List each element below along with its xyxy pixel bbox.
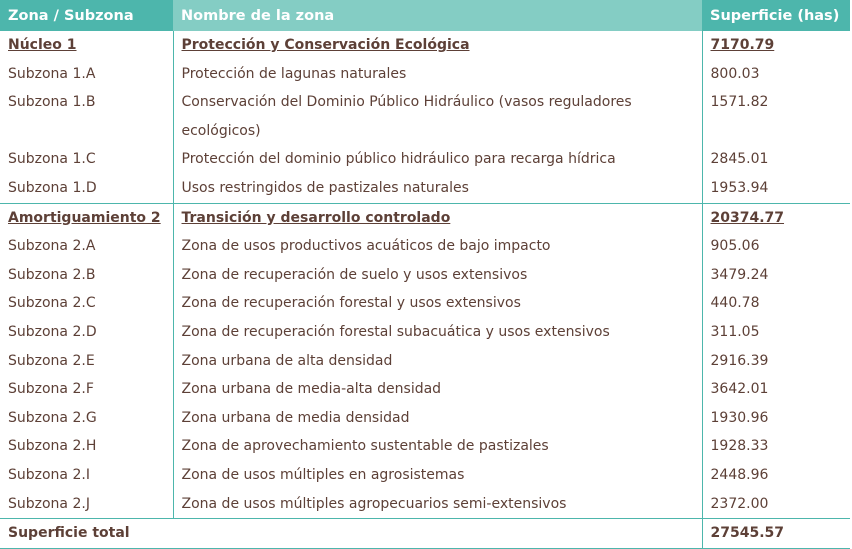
zone-cell: Amortiguamiento 2 [0, 203, 173, 232]
name-cell: Protección y Conservación Ecológica [173, 31, 702, 60]
header-area: Superficie (has) [702, 0, 850, 31]
zone-cell: Subzona 2.G [0, 404, 173, 433]
table-row [0, 432, 850, 461]
name-cell: Zona de usos productivos acuáticos de bajo impacto [173, 232, 702, 261]
name-cell: Zona de usos múltiples agropecuarios semi-extensivos [173, 490, 702, 519]
name-cell: Usos restringidos de pastizales naturales [173, 174, 702, 203]
area-cell: 2916.39 [710, 352, 769, 369]
area-cell: 1953.94 [710, 179, 769, 196]
total-row [0, 519, 850, 549]
table-row [0, 404, 850, 433]
area-cell: 7170.79 [710, 37, 775, 53]
table-row [0, 289, 850, 318]
name-cell: Zona de aprovechamiento sustentable de pastizales [173, 432, 702, 461]
area-cell: 440.78 [710, 295, 760, 312]
table-row [0, 232, 850, 261]
area-cell: 2448.96 [710, 466, 769, 483]
area-cell: 1930.96 [710, 409, 769, 426]
table-row [0, 261, 850, 290]
zone-cell: Subzona 2.D [0, 318, 173, 347]
area-cell: 3642.01 [710, 381, 769, 398]
zone-cell: Subzona 1.B [0, 88, 173, 145]
zone-cell: Subzona 1.A [0, 60, 173, 89]
name-cell: Transición y desarrollo controlado [173, 203, 702, 232]
area-cell: 20374.77 [702, 203, 850, 232]
zone-cell: Subzona 2.J [0, 490, 173, 519]
zone-cell: Subzona 1.C [0, 145, 173, 174]
name-cell: Protección de lagunas naturales [173, 60, 702, 89]
name-cell: Zona urbana de media-alta densidad [173, 375, 702, 404]
table-row [0, 318, 850, 347]
table-row [0, 490, 850, 519]
table-row [0, 88, 850, 145]
table-row-group [0, 203, 850, 232]
table-row [0, 60, 850, 89]
area-cell: 2845.01 [710, 151, 769, 168]
name-cell: Zona de recuperación forestal subacuática y usos extensivos [173, 318, 702, 347]
total-area: 27545.57 [702, 519, 850, 549]
area-cell: 3479.24 [710, 266, 769, 283]
header-zone: Zona / Subzona [0, 0, 173, 31]
header-row [0, 0, 850, 31]
name-cell: Zona de recuperación de suelo y usos extensivos [173, 261, 702, 290]
zone-cell: Subzona 1.D [0, 174, 173, 203]
area-cell: 2372.00 [710, 495, 769, 512]
name-cell: Protección del dominio público hidráulico para recarga hídrica [173, 145, 702, 174]
zone-cell: Subzona 2.A [0, 232, 173, 261]
zone-cell: Subzona 2.I [0, 461, 173, 490]
table-row [0, 145, 850, 174]
total-label: Superficie total [0, 519, 702, 549]
zone-cell: Subzona 2.B [0, 261, 173, 290]
table-row [0, 461, 850, 490]
zone-cell: Núcleo 1 [0, 31, 173, 60]
zone-cell: Subzona 2.F [0, 375, 173, 404]
table-row [0, 347, 850, 376]
name-cell: Zona urbana de alta densidad [173, 347, 702, 376]
header-name: Nombre de la zona [173, 0, 702, 31]
area-cell: 1571.82 [710, 94, 769, 111]
name-cell: Zona de usos múltiples en agrosistemas [173, 461, 702, 490]
table-row [0, 174, 850, 203]
area-cell: 905.06 [710, 238, 760, 255]
area-cell: 800.03 [710, 65, 760, 82]
name-cell: Conservación del Dominio Público Hidráulico (vasos reguladores ecológicos) [173, 88, 702, 145]
zone-cell: Subzona 2.H [0, 432, 173, 461]
zone-cell: Subzona 2.C [0, 289, 173, 318]
table-row-group [0, 31, 850, 60]
area-cell: 1928.33 [710, 438, 769, 455]
table-row [0, 375, 850, 404]
area-cell: 311.05 [710, 323, 760, 340]
name-cell: Zona urbana de media densidad [173, 404, 702, 433]
name-cell: Zona de recuperación forestal y usos extensivos [173, 289, 702, 318]
zone-cell: Subzona 2.E [0, 347, 173, 376]
